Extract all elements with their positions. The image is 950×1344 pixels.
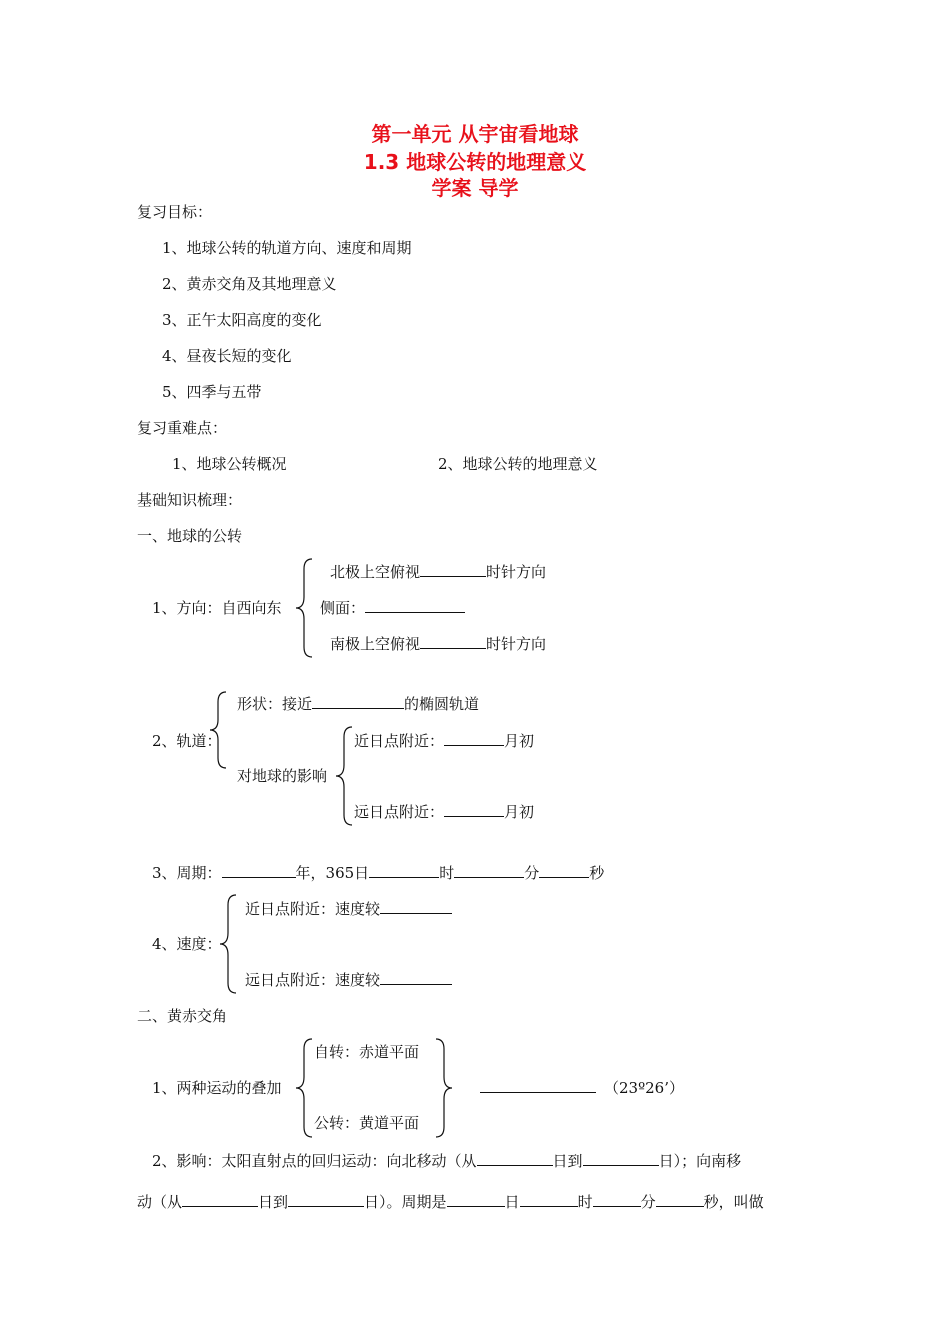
subtitle: 学案 导学	[431, 176, 519, 200]
fill-blank[interactable]	[182, 1192, 258, 1207]
fill-blank[interactable]	[222, 863, 296, 878]
basics-heading: 基础知识梳理：	[137, 491, 243, 509]
north-view-line: 北极上空俯视 时针方向	[330, 563, 547, 581]
fill-blank[interactable]	[380, 970, 452, 985]
fill-blank[interactable]	[312, 694, 404, 709]
fill-blank[interactable]	[480, 1078, 596, 1093]
speed-label: 4、速度：	[152, 935, 222, 953]
section-heading: 一、地球的公转	[137, 527, 243, 545]
speed-perihelion-line: 近日点附近：速度较	[245, 899, 452, 919]
speed-brace	[218, 893, 238, 995]
fill-blank[interactable]	[477, 1151, 553, 1166]
influence-line-2: 动（从 日到 日）。周期是 日 时 分 秒，叫做	[137, 1193, 764, 1211]
influence-line-1: 2、影响：太阳直射点的回归运动：向北移动（从 日到 日）；向南移	[152, 1152, 742, 1170]
goal-item: 5、四季与五带	[162, 383, 262, 401]
orbit-effect-label: 对地球的影响	[237, 767, 328, 785]
fill-blank[interactable]	[369, 863, 439, 878]
key-item: 1、地球公转概况	[172, 455, 287, 473]
orbit-shape-line: 形状：接近 的椭圆轨道	[237, 695, 480, 713]
fill-blank[interactable]	[420, 562, 486, 577]
combine-brace-left	[294, 1037, 314, 1139]
fill-blank[interactable]	[539, 863, 589, 878]
combine-brace-right	[434, 1037, 454, 1139]
aphelion-line: 远日点附近： 月初	[354, 803, 535, 821]
orbit-label: 2、轨道：	[152, 732, 222, 750]
fill-blank[interactable]	[447, 1192, 505, 1207]
fill-blank[interactable]	[444, 802, 504, 817]
revolution-plane: 公转：黄道平面	[314, 1114, 420, 1132]
lesson-title: 1.3 地球公转的地理意义	[363, 150, 587, 174]
goal-item: 2、黄赤交角及其地理意义	[162, 275, 337, 293]
fill-blank[interactable]	[380, 899, 452, 914]
fill-blank[interactable]	[593, 1192, 641, 1207]
unit-title: 第一单元 从宇宙看地球	[371, 122, 579, 146]
south-view-line: 南极上空俯视 时针方向	[330, 635, 547, 653]
goal-item: 1、地球公转的轨道方向、速度和周期	[162, 239, 412, 257]
fill-blank[interactable]	[444, 731, 504, 746]
period-line: 3、周期： 年，365日 时 分 秒	[152, 864, 605, 882]
obliquity-line: （23º26’）	[480, 1078, 684, 1098]
rotation-plane: 自转：赤道平面	[314, 1043, 420, 1061]
fill-blank[interactable]	[454, 863, 524, 878]
direction-label: 1、方向：自西向东	[152, 599, 282, 617]
orbit-brace	[208, 690, 228, 770]
goal-item: 3、正午太阳高度的变化	[162, 311, 322, 329]
effect-brace	[334, 725, 354, 827]
fill-blank[interactable]	[656, 1192, 704, 1207]
fill-blank[interactable]	[583, 1151, 659, 1166]
combine-label: 1、两种运动的叠加	[152, 1079, 282, 1097]
goals-heading: 复习目标：	[137, 203, 213, 221]
goal-item: 4、昼夜长短的变化	[162, 347, 292, 365]
key-item: 2、地球公转的地理意义	[438, 455, 598, 473]
fill-blank[interactable]	[420, 634, 486, 649]
key-heading: 复习重难点：	[137, 419, 228, 437]
fill-blank[interactable]	[520, 1192, 578, 1207]
fill-blank[interactable]	[365, 598, 465, 613]
speed-aphelion-line: 远日点附近：速度较	[245, 970, 452, 990]
side-view-line: 侧面：	[320, 598, 465, 618]
direction-brace	[294, 557, 314, 659]
perihelion-line: 近日点附近： 月初	[354, 732, 535, 750]
fill-blank[interactable]	[288, 1192, 364, 1207]
section-heading: 二、黄赤交角	[137, 1007, 228, 1025]
